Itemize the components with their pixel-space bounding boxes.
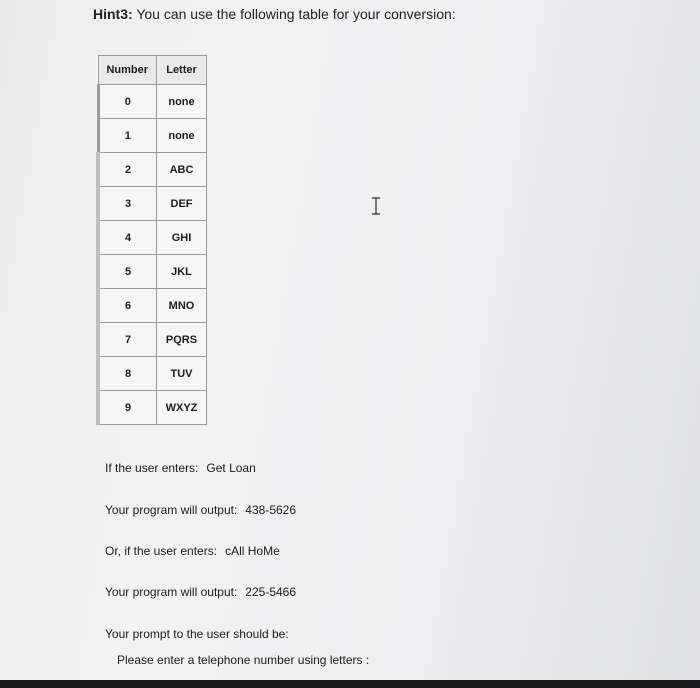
monitor-bezel [0,680,700,688]
text-cursor-icon [370,197,382,215]
example-output-1 [105,503,296,517]
example-output-2-value: 225-5466 [245,585,297,599]
example-output-1-value: 438-5626 [245,503,297,517]
table-row [98,289,207,323]
cell-letter: MNO [157,289,207,323]
cell-number: 2 [98,153,157,187]
table-row [98,323,207,357]
example-input-1-value: Get Loan [206,461,256,475]
cell-letter: none [157,85,207,119]
hint-text: You can use the following table for your conversion: [136,6,456,22]
cell-number: 0 [98,85,157,119]
table-row [98,187,207,221]
prompt-text: Please enter a telephone number using letters : [117,653,370,667]
cell-letter: ABC [157,153,207,187]
example-input-2-value: cAll HoMe [225,544,280,558]
hint-label: Hint3: [93,6,133,22]
cell-number: 4 [98,221,157,255]
table-row [98,85,207,119]
cell-number: 9 [98,391,157,425]
table-row [98,255,207,289]
table-header-row [98,56,207,85]
table-row [98,153,207,187]
cell-letter: none [157,119,207,153]
header-letter: Letter [157,56,207,85]
table-row [98,221,207,255]
cell-number: 5 [98,255,157,289]
table-row [98,391,207,425]
cell-number: 7 [98,323,157,357]
conversion-table [96,55,207,425]
cell-letter: PQRS [157,323,207,357]
example-input-1 [105,461,256,475]
cell-letter: TUV [157,357,207,391]
table-row [98,357,207,391]
example-input-2-label: Or, if the user enters: [105,544,218,558]
example-output-2-label: Your program will output: [105,585,238,599]
cell-letter: DEF [157,187,207,221]
cell-letter: GHI [157,221,207,255]
example-output-1-label: Your program will output: [105,503,238,517]
cell-number: 3 [98,187,157,221]
table-row [98,119,207,153]
cell-letter: JKL [157,255,207,289]
cell-number: 1 [98,119,157,153]
cell-number: 6 [98,289,157,323]
header-number: Number [98,56,157,85]
example-output-2 [105,585,296,599]
cell-number: 8 [98,357,157,391]
cell-letter: WXYZ [157,391,207,425]
example-input-2 [105,544,280,558]
hint-line [93,6,456,22]
example-input-1-label: If the user enters: [105,461,199,475]
prompt-label: Your prompt to the user should be: [105,627,289,641]
